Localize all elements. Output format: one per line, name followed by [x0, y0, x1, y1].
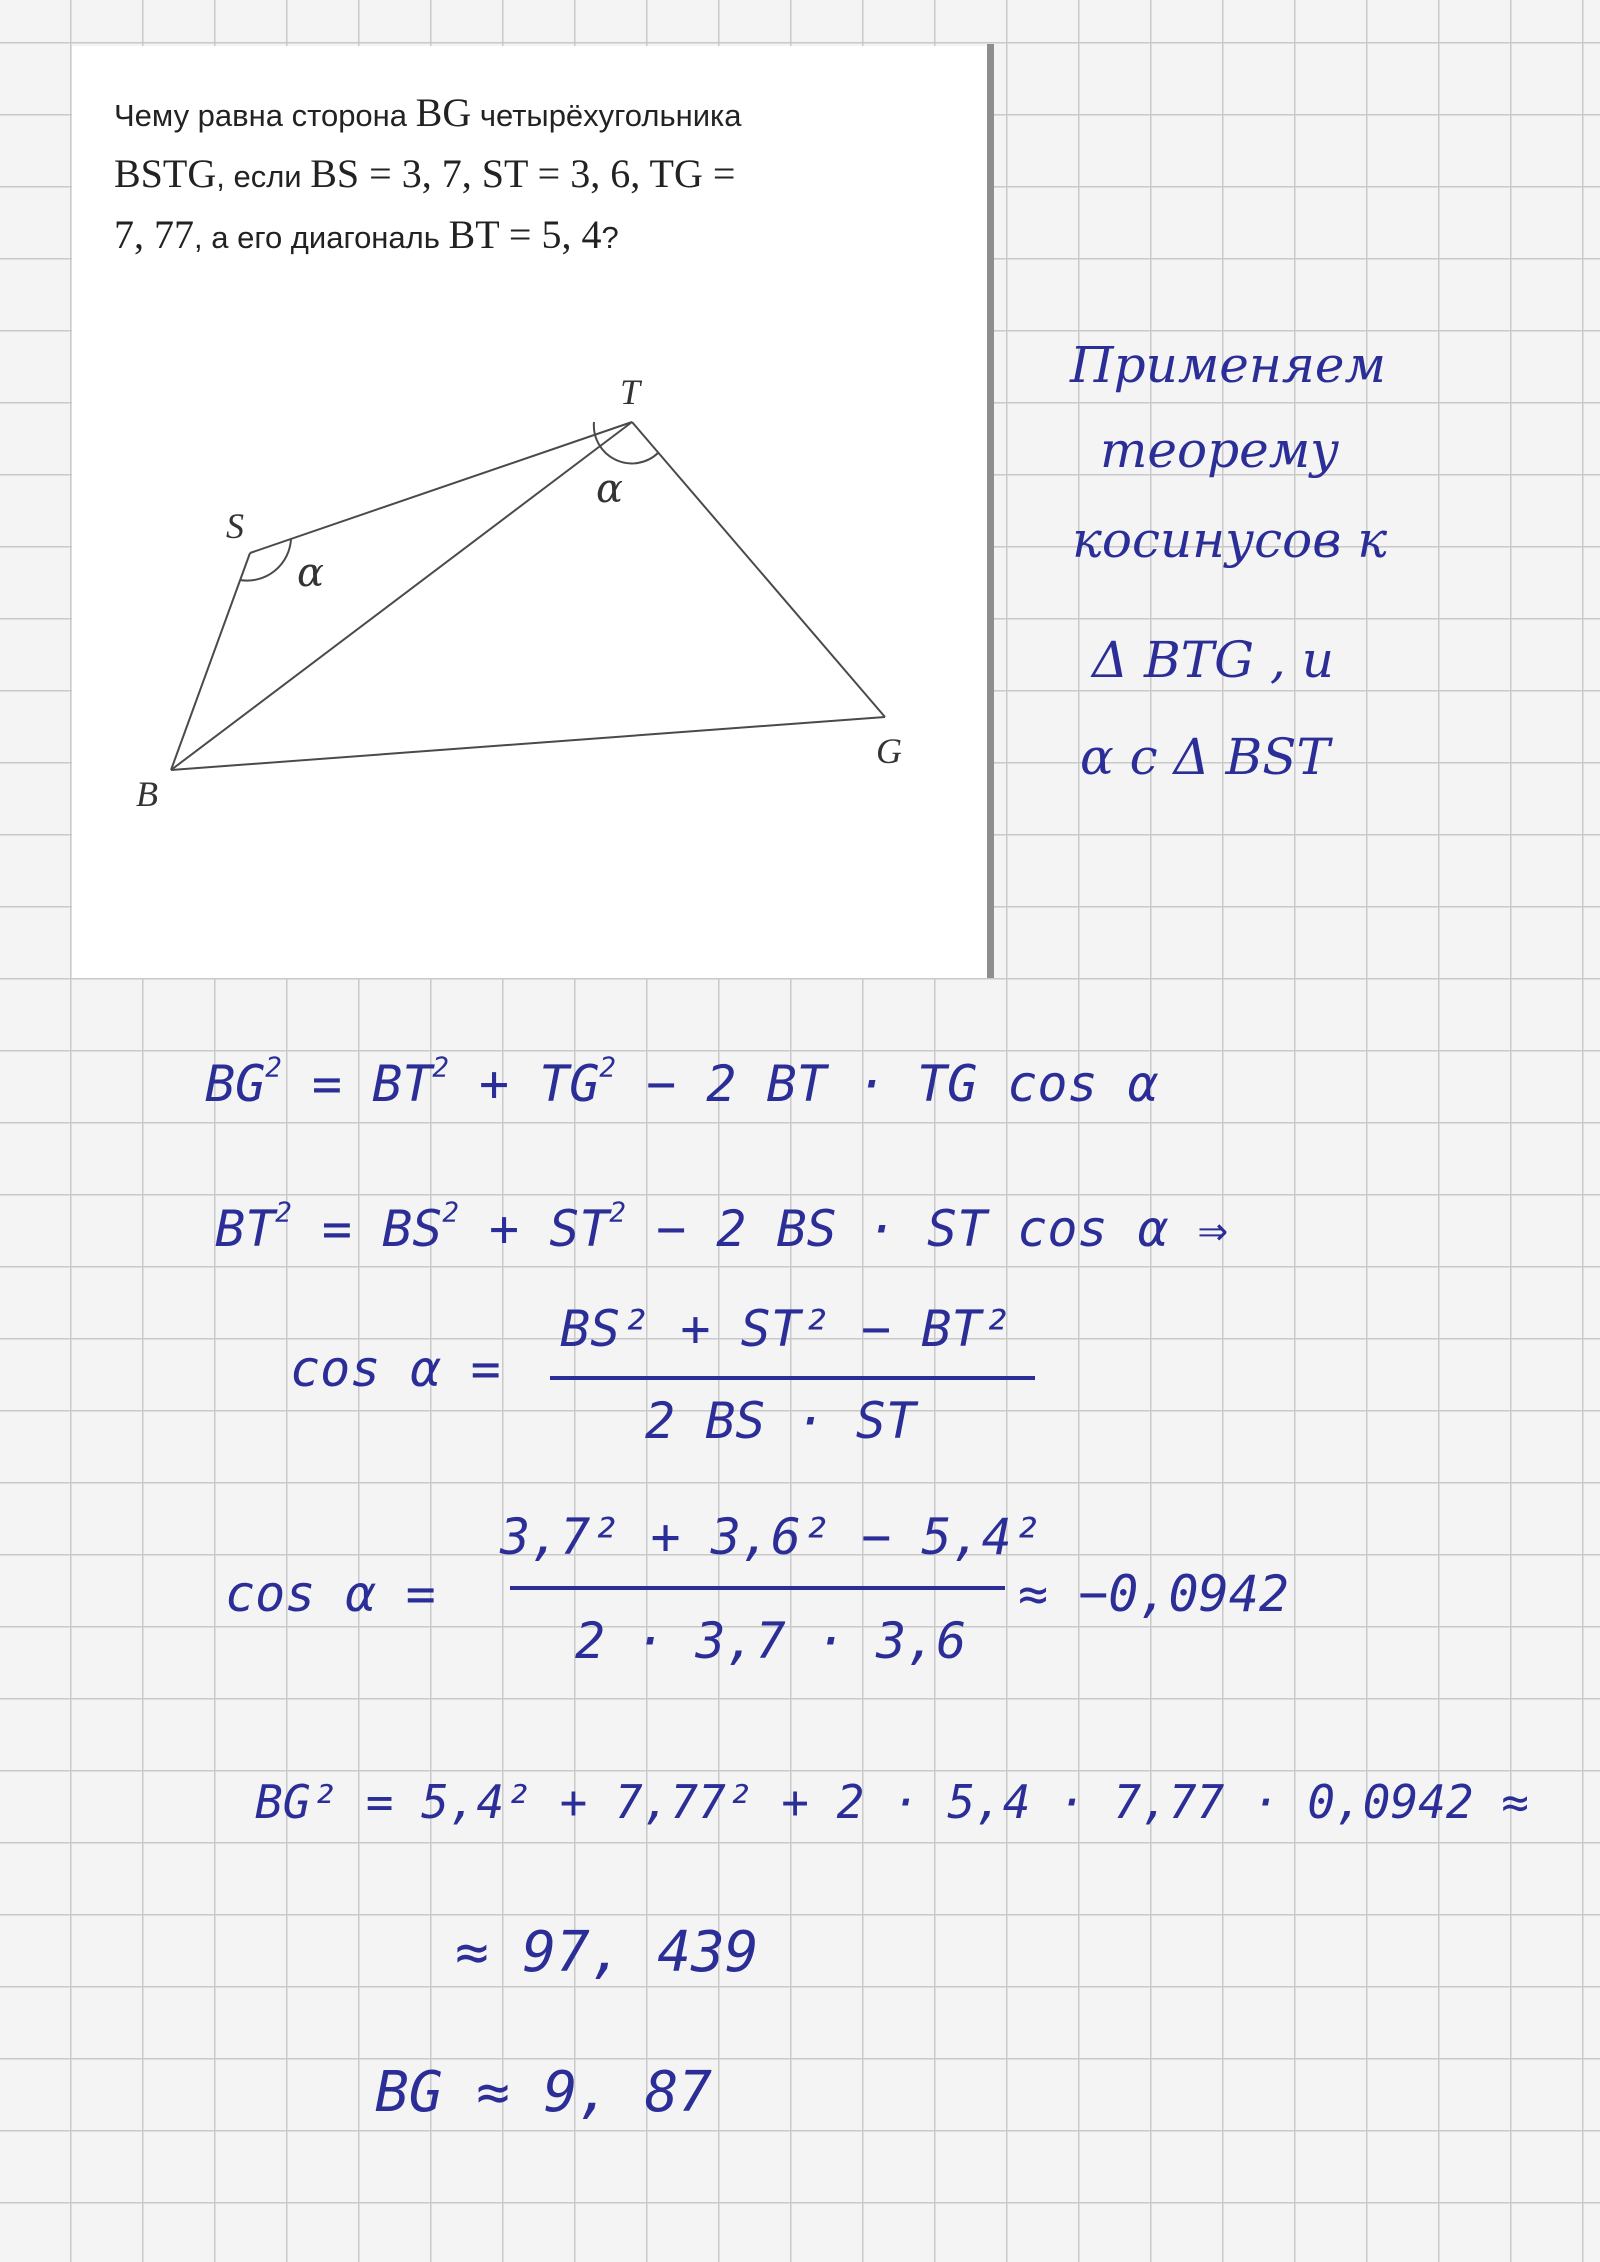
angle-label-s: α: [297, 550, 325, 596]
equation-3-denominator: 2 BS · ST: [645, 1392, 916, 1450]
equation-1: $BG^2 = BT^2 + TG^2 - 2$ BT · TG cos α: [205, 1051, 1158, 1113]
problem-given-1: BS = 3, 7, ST = 3, 6, TG =: [310, 151, 736, 196]
vertex-label-b: B: [136, 774, 158, 814]
problem-card: [72, 46, 990, 978]
quadrilateral-figure: [72, 46, 990, 978]
card-divider: [987, 44, 994, 978]
note-line-1: Применяем: [1070, 336, 1386, 394]
equation-3-fraction-bar: [550, 1376, 1035, 1380]
problem-diagonal: BT = 5, 4: [448, 212, 602, 257]
vertex-label-t: T: [620, 372, 641, 412]
problem-text-3: , если: [216, 159, 311, 194]
note-line-5: α с Δ BST: [1080, 728, 1330, 786]
angle-label-t: α: [596, 466, 624, 512]
problem-side-bg: BG: [415, 90, 472, 135]
side-gb: [171, 717, 885, 770]
note-line-3: косинусов к: [1072, 511, 1388, 569]
problem-text-4: , а его диагональ: [194, 220, 449, 255]
equation-4-denominator: 2 · 3,7 · 3,6: [575, 1612, 967, 1670]
note-line-4: Δ BTG , и: [1092, 631, 1334, 689]
side-bs: [171, 553, 250, 770]
equation-6: ≈ 97, 439: [455, 1920, 759, 1985]
equation-4-fraction-bar: [510, 1586, 1005, 1590]
problem-given-2: 7, 77: [114, 212, 194, 257]
side-st: [250, 422, 632, 553]
problem-qmark: ?: [601, 220, 619, 255]
vertex-label-s: S: [226, 506, 244, 546]
problem-text-1: Чему равна сторона: [114, 98, 416, 133]
equation-5: BG² = 5,4² + 7,77² + 2 · 5,4 · 7,77 · 0,0942 ≈: [255, 1775, 1529, 1829]
equation-4-numerator: 3,7² + 3,6² − 5,4²: [500, 1508, 1042, 1566]
equation-3-lhs: cos α =: [290, 1340, 501, 1398]
equation-2: $BT^2 = BS^2 + ST^2 - 2$ BS · ST cos α ⇒: [215, 1196, 1229, 1258]
vertex-label-g: G: [876, 731, 902, 771]
equation-7-answer: BG ≈ 9, 87: [375, 2060, 713, 2125]
equation-4-result: ≈ −0,0942: [1018, 1565, 1289, 1623]
equation-3-numerator: BS² + ST² − BT²: [560, 1300, 1012, 1358]
side-tg: [632, 422, 885, 717]
equation-4-lhs: cos α =: [225, 1565, 436, 1623]
note-line-2: теорему: [1100, 421, 1340, 479]
diagonal-bt: [171, 422, 632, 770]
problem-quad: BSTG: [114, 151, 217, 196]
problem-text-2: четырёхугольника: [471, 98, 742, 133]
